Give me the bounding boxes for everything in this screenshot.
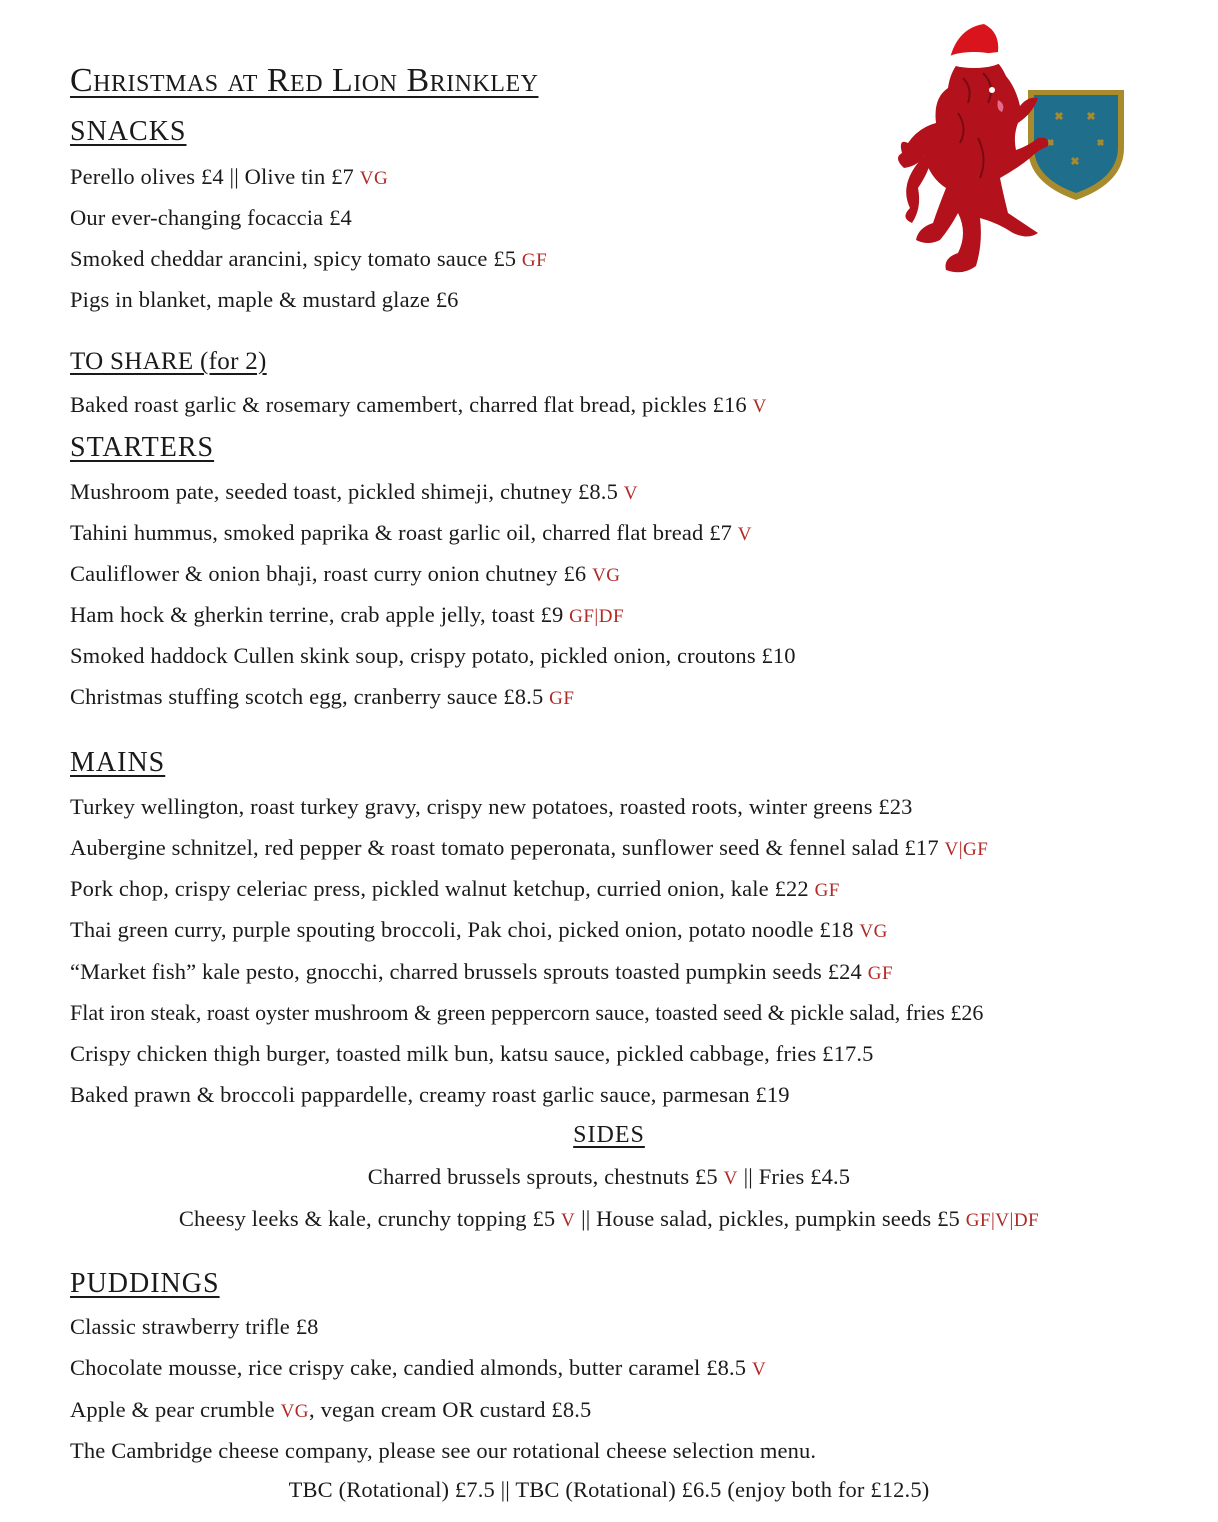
item-text: Smoked cheddar arancini, spicy tomato sauce £5: [70, 246, 517, 271]
item-text: Chocolate mousse, rice crispy cake, candied almonds, butter caramel £8.5: [70, 1355, 747, 1380]
snacks-heading: SNACKS: [70, 116, 187, 147]
item-text: Charred brussels sprouts, chestnuts £5: [367, 1164, 718, 1189]
menu-title: Christmas at Red Lion Brinkley: [70, 62, 539, 99]
item-text: Aubergine schnitzel, red pepper & roast tomato peperonata, sunflower seed & fennel salad £17: [70, 835, 939, 860]
menu-item: [70, 1355, 766, 1381]
red-lion-shield-icon: [888, 18, 1138, 283]
item-text: Turkey wellington, roast turkey gravy, crispy new potatoes, roasted roots, winter greens £23: [70, 794, 913, 819]
diet-badge: V: [751, 1359, 767, 1380]
menu-item: [70, 287, 459, 313]
menu-item: [70, 205, 352, 231]
item-text: || House salad, pickles, pumpkin seeds £5: [581, 1206, 960, 1231]
item-text: Cheesy leeks & kale, crunchy topping £5: [178, 1206, 556, 1231]
menu-item: [70, 684, 574, 710]
diet-badge: VG: [280, 1401, 310, 1422]
diet-badge: V: [623, 483, 638, 504]
diet-badge: V|GF: [944, 839, 989, 860]
menu-item: [70, 392, 767, 418]
item-text: , vegan cream OR custard £8.5: [309, 1397, 592, 1422]
menu-item: [70, 959, 893, 985]
item-text: Baked prawn & broccoli pappardelle, creamy roast garlic sauce, parmesan £19: [70, 1082, 790, 1107]
menu-item: [70, 835, 988, 861]
cheese-prices: TBC (Rotational) £7.5 || TBC (Rotational) £6.5 (enjoy both for £12.5): [288, 1477, 930, 1502]
diet-badge: V: [723, 1168, 738, 1189]
item-text: “Market fish” kale pesto, gnocchi, charred brussels sprouts toasted pumpkin seeds £24: [70, 959, 862, 984]
item-text: Ham hock & gherkin terrine, crab apple jelly, toast £9: [70, 602, 564, 627]
item-text: Perello olives £4 || Olive tin £7: [70, 164, 354, 189]
puddings-heading: PUDDINGS: [70, 1268, 220, 1299]
menu-item: [70, 520, 752, 546]
item-text: Christmas stuffing scotch egg, cranberry sauce £8.5: [70, 684, 544, 709]
mains-heading: MAINS: [70, 747, 166, 778]
to-share-heading: TO SHARE (for 2): [70, 348, 267, 375]
menu-item: [70, 1000, 983, 1026]
menu-item: [70, 1082, 790, 1108]
cheese-note: The Cambridge cheese company, please see our rotational cheese selection menu.: [70, 1438, 817, 1463]
menu-item: [70, 479, 638, 505]
diet-badge: GF: [521, 250, 548, 271]
sides-line: [0, 1164, 1218, 1190]
menu-item: [70, 794, 913, 820]
menu-item: [70, 643, 796, 669]
item-text: Crispy chicken thigh burger, toasted milk bun, katsu sauce, pickled cabbage, fries £17.5: [70, 1041, 874, 1066]
diet-badge: GF|V|DF: [965, 1210, 1040, 1231]
diet-badge: GF: [867, 963, 894, 984]
item-text: Thai green curry, purple spouting broccoli, Pak choi, picked onion, potato noodle £18: [70, 917, 854, 942]
sides-heading: SIDES: [573, 1122, 645, 1148]
item-text: Flat iron steak, roast oyster mushroom & green peppercorn sauce, toasted seed & pickle salad, fries £26: [70, 1000, 984, 1025]
item-text: Classic strawberry trifle £8: [70, 1314, 319, 1339]
diet-badge: VG: [592, 565, 621, 586]
menu-item: [70, 917, 888, 943]
diet-badge: GF: [549, 688, 575, 709]
item-text: Mushroom pate, seeded toast, pickled shimeji, chutney £8.5: [70, 479, 618, 504]
diet-badge: V: [752, 396, 767, 417]
item-text: Our ever-changing focaccia £4: [70, 205, 352, 230]
diet-badge: V: [737, 524, 753, 545]
menu-item: [70, 1397, 591, 1423]
menu-item: [70, 1314, 319, 1340]
menu-item: [70, 876, 840, 902]
diet-badge: V: [561, 1210, 576, 1231]
diet-badge: VG: [859, 921, 888, 942]
item-text: Pork chop, crispy celeriac press, pickled walnut ketchup, curried onion, kale £22: [70, 876, 809, 901]
item-text: Pigs in blanket, maple & mustard glaze £6: [70, 287, 459, 312]
diet-badge: GF|DF: [569, 606, 625, 627]
item-text: Baked roast garlic & rosemary camembert, charred flat bread, pickles £16: [70, 392, 747, 417]
menu-item: [70, 246, 547, 272]
menu-item: [70, 164, 388, 190]
item-text: Cauliflower & onion bhaji, roast curry onion chutney £6: [70, 561, 587, 586]
diet-badge: VG: [359, 168, 389, 189]
starters-heading: STARTERS: [70, 432, 215, 463]
item-text: Smoked haddock Cullen skink soup, crispy potato, pickled onion, croutons £10: [70, 643, 796, 668]
item-text: Tahini hummus, smoked paprika & roast garlic oil, charred flat bread £7: [70, 520, 733, 545]
item-text: || Fries £4.5: [743, 1164, 851, 1189]
sides-line: [0, 1206, 1218, 1232]
item-text: Apple & pear crumble: [70, 1397, 275, 1422]
menu-item: [70, 561, 621, 587]
diet-badge: GF: [814, 880, 840, 901]
menu-item: [70, 602, 624, 628]
menu-item: [70, 1041, 874, 1067]
